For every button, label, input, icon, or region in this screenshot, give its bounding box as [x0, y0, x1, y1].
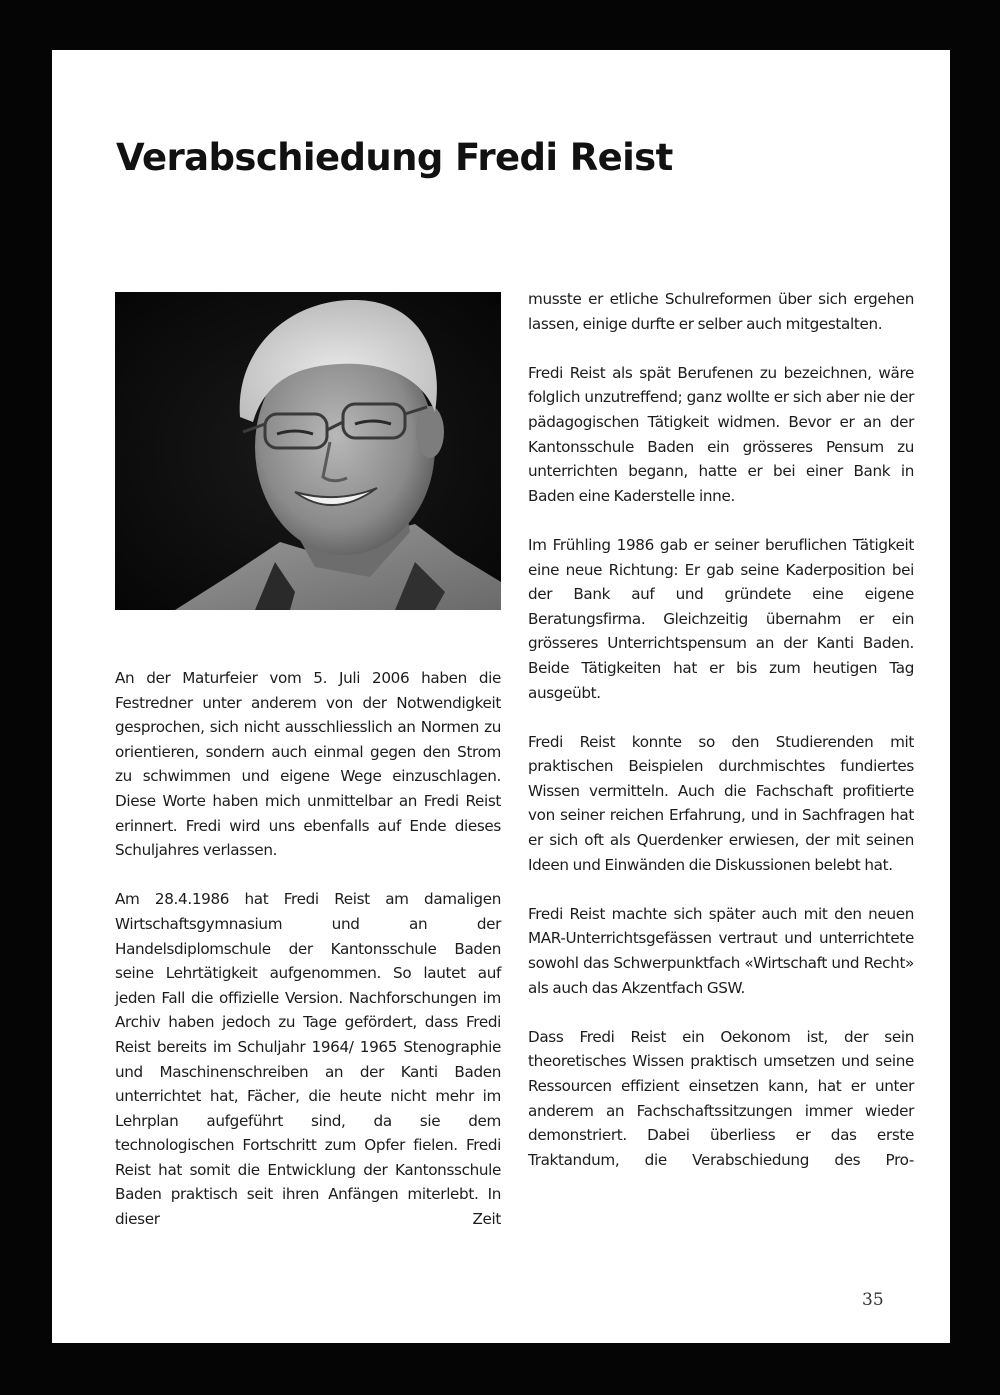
paragraph: Fredi Reist konnte so den Studierenden mit praktischen Beispielen durchmischtes fundiertes Wissen vermitteln. Auch die Fachschaft profitierte von seiner reichen Erfahrung, und in Sachfragen hat er sich oft als Querdenker erwiesen, der mit seinen Ideen und Einwänden die Diskussionen belebt hat.	[528, 732, 914, 874]
paragraph: An der Maturfeier vom 5. Juli 2006 haben die Festredner unter anderem von der Notwendigkeit gesprochen, sich nicht ausschliesslich an Normen zu orientieren, sondern auch einmal gegen den Strom zu schwimmen und eigene Wege einzuschlagen. Diese Worte haben mich unmittelbar an Fredi Reist erinnert. Fredi wird uns ebenfalls auf Ende dieses Schuljahres verlassen.	[115, 669, 501, 860]
right-column	[528, 287, 914, 1172]
page-title: Verabschiedung Fredi Reist	[116, 136, 673, 179]
paragraph: Fredi Reist machte sich später auch mit den neuen MAR-Unterrichtsgefässen vertraut und unterrichtete sowohl das Schwerpunktfach «Wirtschaft und Recht» als auch das Akzentfach GSW.	[528, 904, 914, 997]
left-column	[115, 666, 501, 1232]
document-page	[52, 50, 950, 1343]
portrait-photo	[115, 292, 501, 610]
paragraph: Im Frühling 1986 gab er seiner beruflichen Tätigkeit eine neue Richtung: Er gab seine Kaderposition bei der Bank auf und gründete eine eigene Beratungsfirma. Gleichzeitig übernahm er ein grösseres Unterrichtspensum an der Kanti Baden. Beide Tätigkeiten hat er bis zum heutigen Tag ausgeübt.	[528, 535, 914, 702]
page-number: 35	[862, 1290, 884, 1310]
paragraph: Fredi Reist als spät Berufenen zu bezeichnen, wäre folglich unzutreffend; ganz wollte er sich aber nie der pädagogischen Tätigkeit widmen. Bevor er an der Kantonsschule Baden ein grösseres Pensum zu unterrichten begann, hatte er bei einer Bank in Baden eine Kaderstelle inne.	[528, 363, 914, 505]
portrait-illustration	[115, 292, 501, 610]
paragraph: musste er etliche Schulreformen über sich ergehen lassen, einige durfte er selber auch mitgestalten.	[528, 290, 914, 333]
paragraph: Dass Fredi Reist ein Oekonom ist, der sein theoretisches Wissen praktisch umsetzen und seine Ressourcen effizient einsetzen kann, hat er unter anderem an Fachschaftssitzungen immer wieder demonstriert. Dabei überliess er das erste Traktandum, die Verabschiedung des Pro-	[528, 1027, 914, 1169]
paragraph: Am 28.4.1986 hat Fredi Reist am damaligen Wirtschaftsgymnasium und an der Handelsdiplomschule der Kantonsschule Baden seine Lehrtätigkeit aufgenommen. So lautet auf jeden Fall die offizielle Version. Nachforschungen im Archiv haben jedoch zu Tage gefördert, dass Fredi Reist bereits im Schuljahr 1964/ 1965 Stenographie und Maschinenschreiben an der Kanti Baden unterrichtet hat, Fächer, die heute nicht mehr im Lehrplan aufgeführt sind, da sie dem technologischen Fortschritt zum Opfer fielen. Fredi Reist hat somit die Entwicklung der Kantonsschule Baden praktisch seit ihren Anfängen miterlebt. In dieser Zeit	[115, 890, 501, 1229]
